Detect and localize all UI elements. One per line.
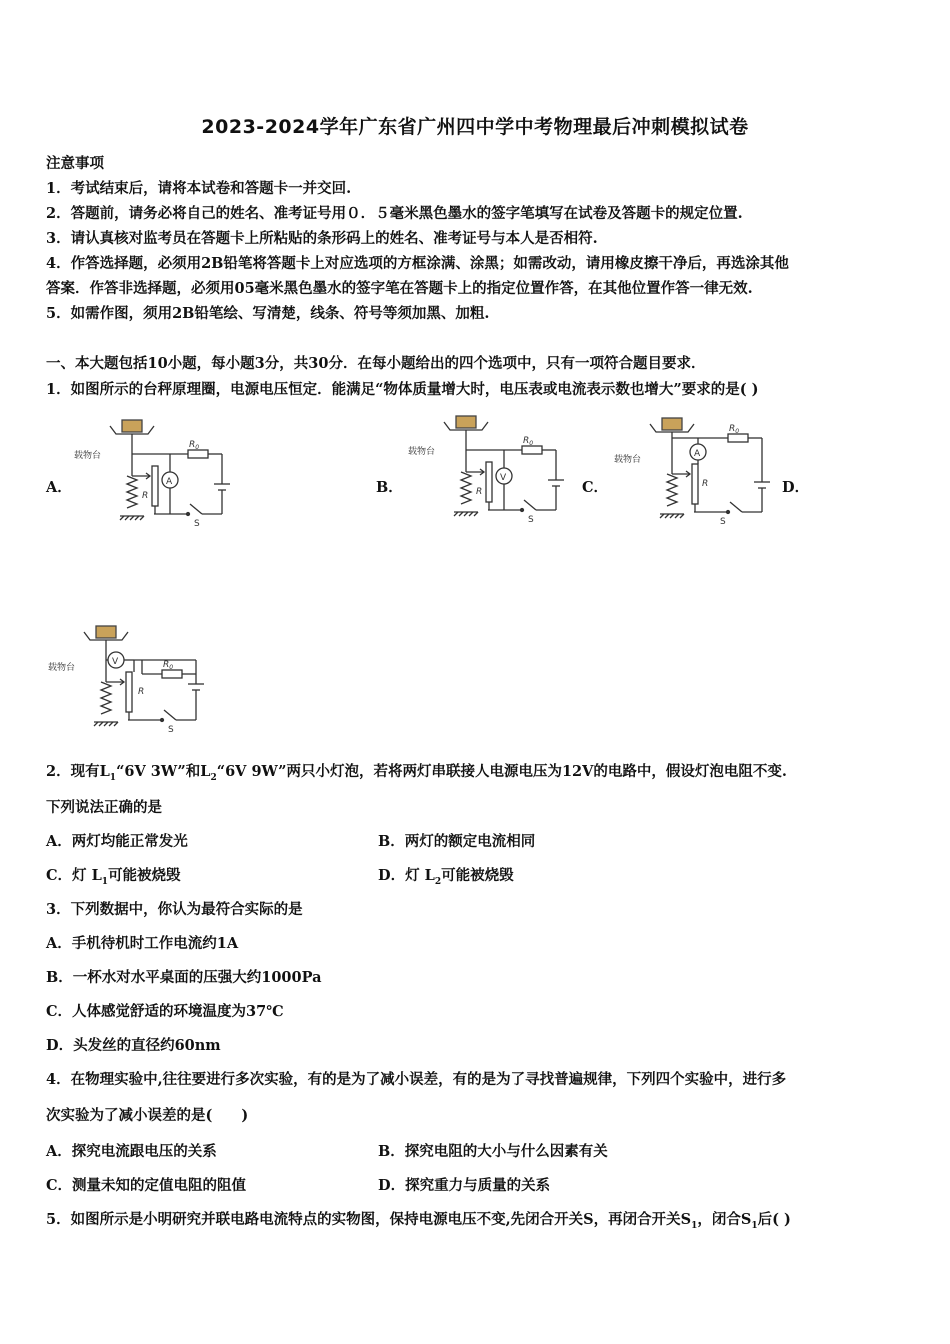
q4-option-b: B．探究电阻的大小与什么因素有关	[378, 1143, 608, 1160]
section-heading: 一、本大题包括10小题，每小题3分，共30分．在每小题给出的四个选项中，只有一项符合题目要求．	[46, 355, 706, 372]
q1-label-b: B．	[376, 479, 403, 496]
notice-item-5: 5．如需作图，须用2B铅笔绘、写清楚，线条、符号等须加黑、加粗.	[46, 305, 490, 322]
q4-stem-2: 次实验为了减小误差的是( )	[46, 1107, 249, 1124]
q2-option-d: D．灯 $L_2$可能被烧毁	[378, 867, 514, 887]
notice-item-2: 2．答题前，请务必将自己的姓名、准考证号用０．５毫米黑色墨水的签字笔填写在试卷及答题卡的规定位置.	[46, 205, 743, 222]
q3-option-c: C．人体感觉舒适的环境温度为37℃	[46, 1003, 284, 1020]
notice-item-4-cont: 答案．作答非选择题，必须用05毫米黑色墨水的签字笔在答题卡上的指定位置作答，在其他位置作答一律无效.	[46, 280, 753, 297]
q3-option-d: D．头发丝的直径约60nm	[46, 1037, 221, 1054]
r-label: R	[476, 487, 483, 497]
q2-option-a: A．两灯均能正常发光	[46, 833, 188, 850]
q1-label-c: C．	[582, 479, 609, 496]
notice-item-4: 4．作答选择题，必须用2B铅笔将答题卡上对应选项的方框涂满、涂黑；如需改动，请用橡皮擦干净后，再选涂其他	[46, 255, 789, 272]
r-label: R	[702, 479, 709, 489]
switch-label: S	[168, 725, 174, 735]
q1-label-a: A．	[46, 479, 72, 496]
ammeter-icon: A	[166, 477, 173, 487]
notice-heading: 注意事项	[46, 155, 104, 172]
voltmeter-icon: V	[112, 657, 119, 667]
q4-option-d: D．探究重力与质量的关系	[378, 1177, 551, 1194]
q3-option-b: B．一杯水对水平桌面的压强大约1000Pa	[46, 969, 322, 986]
q1-stem: 1．如图所示的台秤原理圈，电源电压恒定．能满足“物体质量增大时，电压表或电流表示数也增大”要求的是( )	[46, 381, 759, 398]
platform-label: 载物台	[74, 451, 102, 461]
q3-stem: 3．下列数据中，你认为最符合实际的是	[46, 901, 303, 918]
circuit-figure-a	[72, 416, 242, 532]
q1-label-d: D．	[782, 479, 810, 496]
switch-label: S	[720, 517, 726, 527]
voltmeter-icon: V	[500, 473, 507, 483]
page-title: 2023-2024学年广东省广州四中学中考物理最后冲刺模拟试卷	[201, 116, 749, 138]
r0-label: $R_0$	[729, 424, 740, 435]
circuit-figure-c	[612, 414, 782, 530]
r0-label: $R_0$	[523, 436, 534, 447]
r0-label: $R_0$	[163, 660, 174, 671]
notice-item-3: 3．请认真核对监考员在答题卡上所粘贴的条形码上的姓名、准考证号与本人是否相符.	[46, 230, 598, 247]
q4-stem: 4．在物理实验中,往往要进行多次实验，有的是为了减小误差，有的是为了寻找普遍规律，下列四个实验中，进行多	[46, 1071, 787, 1088]
platform-label: 载物台	[614, 455, 642, 465]
q2-option-c: C．灯 $L_1$可能被烧毁	[46, 867, 181, 887]
q4-option-a: A．探究电流跟电压的关系	[46, 1143, 217, 1160]
circuit-figure-b	[406, 412, 576, 528]
q2-stem: 2．现有$L_1“6V$ 3W”和$L_2“6V$ 9W”两只小灯泡，若将两灯串联接人电源电压为12V的电路中，假设灯泡电阻不变.	[46, 763, 787, 783]
r-label: R	[138, 687, 145, 697]
q5-stem: 5．如图所示是小明研究并联电路电流特点的实物图，保持电源电压不变,先闭合开关S，再闭合开关$S_1$，闭合$S_1$后( )	[46, 1211, 791, 1231]
q3-option-a: A．手机待机时工作电流约1A	[46, 935, 239, 952]
platform-label: 载物台	[408, 447, 436, 457]
platform-label: 载物台	[48, 663, 76, 673]
switch-label: S	[528, 515, 534, 525]
q4-option-c: C．测量未知的定值电阻的阻值	[46, 1177, 247, 1194]
r0-label: $R_0$	[189, 440, 200, 451]
q2-option-b: B．两灯的额定电流相同	[378, 833, 536, 850]
q2-stem-2: 下列说法正确的是	[46, 799, 162, 816]
ammeter-icon: A	[694, 449, 701, 459]
r-label: R	[142, 491, 149, 501]
switch-label: S	[194, 519, 200, 529]
notice-item-1: 1．考试结束后，请将本试卷和答题卡一并交回.	[46, 180, 352, 197]
circuit-figure-d	[46, 622, 216, 738]
